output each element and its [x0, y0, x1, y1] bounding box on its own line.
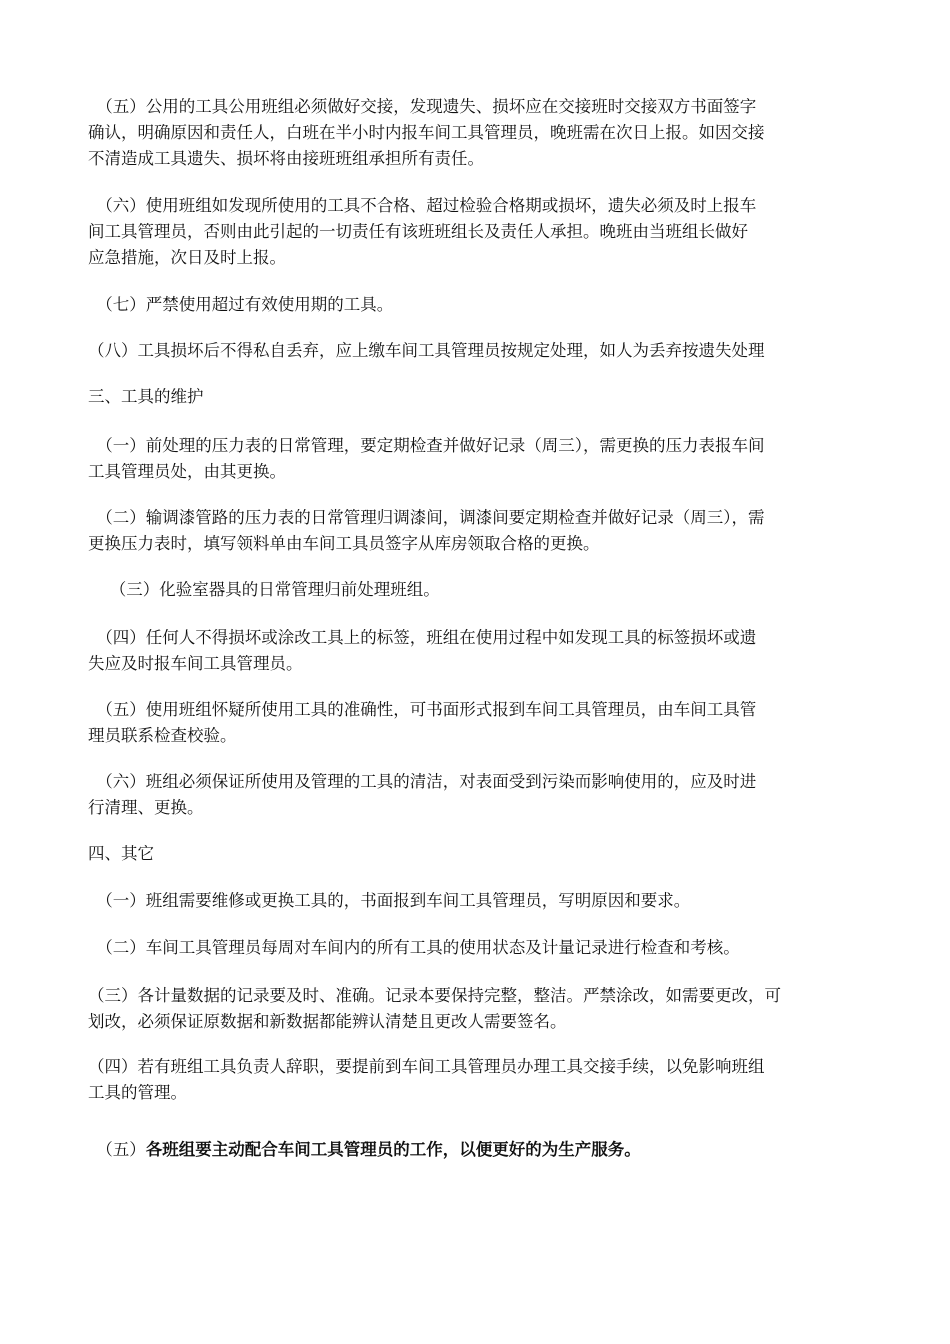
- text-line: 四、其它: [88, 844, 154, 863]
- text-line: 划改，必须保证原数据和新数据都能辨认清楚且更改人需要签名。: [88, 1012, 567, 1031]
- paragraph-unqualified-tools: [88, 193, 863, 271]
- text-line: 不清造成工具遗失、损坏将由接班班组承担所有责任。: [88, 149, 484, 168]
- text-line: [88, 1137, 863, 1163]
- text-line: （五）使用班组怀疑所使用工具的准确性，可书面形式报到车间工具管理员，由车间工具管: [88, 700, 757, 719]
- text-line: （六）使用班组如发现所使用的工具不合格、超过检验合格期或损坏，遗失必须及时上报车: [88, 196, 757, 215]
- text-line: （四）若有班组工具负责人辞职，要提前到车间工具管理员办理工具交接手续，以免影响班组: [88, 1057, 765, 1076]
- text-line: （七）严禁使用超过有效使用期的工具。: [88, 295, 394, 314]
- paragraph-records: [88, 983, 863, 1035]
- section-heading-other: [88, 841, 863, 867]
- text-line: （二）输调漆管路的压力表的日常管理归调漆间，调漆间要定期检查并做好记录（周三），需: [88, 508, 765, 527]
- paragraph-paint-gauges: [88, 505, 863, 557]
- text-line: （三）化验室器具的日常管理归前处理班组。: [88, 580, 440, 599]
- paragraph-repair-request: [88, 888, 863, 914]
- item-number: （五）: [88, 1140, 146, 1159]
- text-line: 更换压力表时，填写领料单由车间工具员签字从库房领取合格的更换。: [88, 534, 600, 553]
- text-line: 行清理、更换。: [88, 798, 204, 817]
- text-line: 理员联系检查校验。: [88, 726, 237, 745]
- paragraph-expired-tools: [88, 292, 863, 318]
- paragraph-lab-instruments: [88, 577, 863, 603]
- paragraph-resignation: [88, 1054, 863, 1106]
- text-line: （八）工具损坏后不得私自丢弃，应上缴车间工具管理员按规定处理，如人为丢弃按遗失处理: [88, 341, 765, 360]
- text-line: （一）班组需要维修或更换工具的，书面报到车间工具管理员，写明原因和要求。: [88, 891, 691, 910]
- text-line: 确认，明确原因和责任人，白班在半小时内报车间工具管理员，晚班需在次日上报。如因交接: [88, 123, 765, 142]
- text-line: （二）车间工具管理员每周对车间内的所有工具的使用状态及计量记录进行检查和考核。: [88, 938, 740, 957]
- text-line: 间工具管理员，否则由此引起的一切责任有该班班组长及责任人承担。晚班由当班组长做好: [88, 222, 748, 241]
- text-line: （五）公用的工具公用班组必须做好交接，发现遗失、损坏应在交接班时交接双方书面签字: [88, 97, 757, 116]
- paragraph-cooperation: [88, 1137, 863, 1163]
- text-line: （一）前处理的压力表的日常管理，要定期检查并做好记录（周三），需更换的压力表报车间: [88, 436, 765, 455]
- text-line: 失应及时报车间工具管理员。: [88, 654, 303, 673]
- paragraph-tools-handover: [88, 94, 863, 172]
- text-line: 应急措施，次日及时上报。: [88, 248, 286, 267]
- text-line: 工具的管理。: [88, 1083, 187, 1102]
- paragraph-damaged-tools: [88, 338, 863, 364]
- text-line: 工具管理员处，由其更换。: [88, 462, 286, 481]
- text-line: （四）任何人不得损坏或涂改工具上的标签，班组在使用过程中如发现工具的标签损坏或遗: [88, 628, 757, 647]
- paragraph-labels: [88, 625, 863, 677]
- text-line: （三）各计量数据的记录要及时、准确。记录本要保持完整，整洁。严禁涂改，如需要更改，可: [88, 986, 781, 1005]
- paragraph-accuracy: [88, 697, 863, 749]
- text-line: （六）班组必须保证所使用及管理的工具的清洁，对表面受到污染而影响使用的，应及时进: [88, 772, 757, 791]
- item-text: 各班组要主动配合车间工具管理员的工作，以便更好的为生产服务。: [145, 1140, 641, 1159]
- paragraph-weekly-check: [88, 935, 863, 961]
- text-line: 三、工具的维护: [88, 387, 204, 406]
- paragraph-pretreatment-gauges: [88, 433, 863, 485]
- paragraph-cleanliness: [88, 769, 863, 821]
- section-heading-maintenance: [88, 384, 863, 410]
